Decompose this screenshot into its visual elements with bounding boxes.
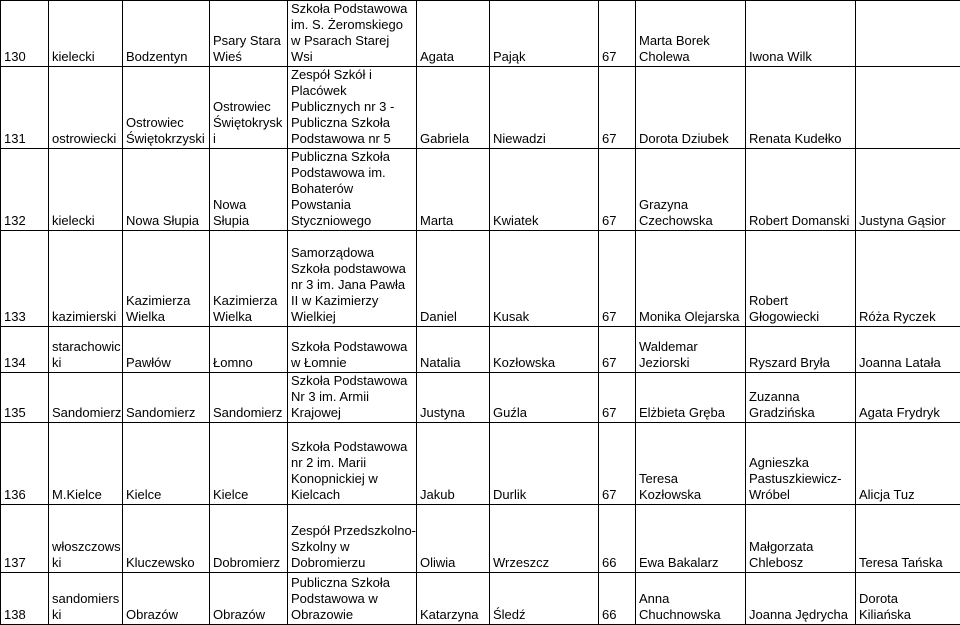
cell-teacher-3: Dorota Kiliańska	[856, 573, 960, 625]
cell-first-name: Jakub	[417, 423, 490, 505]
cell-last-name: Kozłowska	[490, 327, 599, 373]
cell-school: Szkoła Podstawowa w Łomnie	[288, 327, 417, 373]
cell-teacher-3: Róża Ryczek	[856, 231, 960, 327]
cell-teacher-1: Teresa Kozłowska	[636, 423, 746, 505]
cell-school: Szkoła Podstawowa Nr 3 im. Armii Krajowej	[288, 373, 417, 423]
cell-county: Sandomierz	[49, 373, 123, 423]
cell-teacher-3: Alicja Tuz	[856, 423, 960, 505]
cell-points: 67	[599, 327, 636, 373]
cell-teacher-1: Grazyna Czechowska	[636, 149, 746, 231]
cell-school: Zespół Przedszkolno- Szkolny w Dobromierzu	[288, 505, 417, 573]
cell-town: Kazimierza Wielka	[210, 231, 288, 327]
cell-teacher-3	[856, 1, 960, 67]
cell-teacher-3: Joanna Latała	[856, 327, 960, 373]
cell-county: sandomiers ki	[49, 573, 123, 625]
cell-commune: Pawłów	[123, 327, 210, 373]
cell-number: 136	[1, 423, 49, 505]
cell-teacher-2: Małgorzata Chlebosz	[746, 505, 856, 573]
cell-first-name: Oliwia	[417, 505, 490, 573]
cell-last-name: Kusak	[490, 231, 599, 327]
cell-teacher-2: Ryszard Bryła	[746, 327, 856, 373]
table-row	[1, 327, 960, 373]
table-row	[1, 67, 960, 149]
cell-points: 66	[599, 505, 636, 573]
cell-last-name: Kwiatek	[490, 149, 599, 231]
cell-teacher-2: Iwona Wilk	[746, 1, 856, 67]
cell-county: kielecki	[49, 1, 123, 67]
cell-teacher-1: Anna Chuchnowska	[636, 573, 746, 625]
cell-teacher-2: Robert Głogowiecki	[746, 231, 856, 327]
cell-teacher-3: Justyna Gąsior	[856, 149, 960, 231]
cell-number: 138	[1, 573, 49, 625]
table-row	[1, 231, 960, 327]
cell-points: 67	[599, 231, 636, 327]
cell-first-name: Katarzyna	[417, 573, 490, 625]
cell-points: 67	[599, 67, 636, 149]
cell-teacher-2: Joanna Jędrycha	[746, 573, 856, 625]
cell-number: 132	[1, 149, 49, 231]
cell-first-name: Marta	[417, 149, 490, 231]
cell-teacher-2: Robert Domanski	[746, 149, 856, 231]
table-row	[1, 373, 960, 423]
cell-teacher-1: Monika Olejarska	[636, 231, 746, 327]
cell-commune: Sandomierz	[123, 373, 210, 423]
cell-town: Sandomierz	[210, 373, 288, 423]
cell-teacher-2: Zuzanna Gradzińska	[746, 373, 856, 423]
cell-county: kazimierski	[49, 231, 123, 327]
table-row	[1, 573, 960, 625]
cell-points: 67	[599, 373, 636, 423]
cell-last-name: Durlik	[490, 423, 599, 505]
cell-county: włoszczows ki	[49, 505, 123, 573]
cell-points: 67	[599, 1, 636, 67]
cell-town: Nowa Słupia	[210, 149, 288, 231]
cell-last-name: Guźla	[490, 373, 599, 423]
cell-number: 131	[1, 67, 49, 149]
cell-last-name: Wrzeszcz	[490, 505, 599, 573]
cell-teacher-3	[856, 67, 960, 149]
cell-first-name: Justyna	[417, 373, 490, 423]
cell-school: Publiczna Szkoła Podstawowa im. Bohaterów Powstania Styczniowego	[288, 149, 417, 231]
table-row	[1, 505, 960, 573]
cell-county: M.Kielce	[49, 423, 123, 505]
cell-town: Ostrowiec Świętokrysk i	[210, 67, 288, 149]
cell-number: 134	[1, 327, 49, 373]
cell-teacher-2: Renata Kudełko	[746, 67, 856, 149]
cell-teacher-2: Agnieszka Pastuszkiewicz- Wróbel	[746, 423, 856, 505]
cell-school: Szkoła Podstawowa nr 2 im. Marii Konopnickiej w Kielcach	[288, 423, 417, 505]
cell-points: 66	[599, 573, 636, 625]
cell-number: 137	[1, 505, 49, 573]
cell-number: 133	[1, 231, 49, 327]
cell-points: 67	[599, 423, 636, 505]
cell-town: Łomno	[210, 327, 288, 373]
cell-teacher-3: Agata Frydryk	[856, 373, 960, 423]
cell-town: Dobromierz	[210, 505, 288, 573]
cell-last-name: Śledź	[490, 573, 599, 625]
cell-first-name: Daniel	[417, 231, 490, 327]
cell-first-name: Agata	[417, 1, 490, 67]
cell-school: Samorządowa Szkoła podstawowa nr 3 im. Jana Pawła II w Kazimierzy Wielkiej	[288, 231, 417, 327]
cell-points: 67	[599, 149, 636, 231]
cell-teacher-1: Marta Borek Cholewa	[636, 1, 746, 67]
cell-teacher-1: Waldemar Jeziorski	[636, 327, 746, 373]
table-row	[1, 1, 960, 67]
table-row	[1, 423, 960, 505]
cell-first-name: Gabriela	[417, 67, 490, 149]
cell-commune: Obrazów	[123, 573, 210, 625]
cell-school: Zespół Szkół i Placówek Publicznych nr 3 - Publiczna Szkoła Podstawowa nr 5	[288, 67, 417, 149]
cell-last-name: Pająk	[490, 1, 599, 67]
cell-number: 135	[1, 373, 49, 423]
cell-number: 130	[1, 1, 49, 67]
cell-commune: Nowa Słupia	[123, 149, 210, 231]
cell-county: kielecki	[49, 149, 123, 231]
cell-town: Kielce	[210, 423, 288, 505]
cell-county: starachowic ki	[49, 327, 123, 373]
cell-town: Obrazów	[210, 573, 288, 625]
cell-commune: Bodzentyn	[123, 1, 210, 67]
cell-teacher-1: Ewa Bakalarz	[636, 505, 746, 573]
cell-first-name: Natalia	[417, 327, 490, 373]
cell-school: Szkoła Podstawowa im. S. Żeromskiego w Psarach Starej Wsi	[288, 1, 417, 67]
cell-commune: Ostrowiec Świętokrzyski	[123, 67, 210, 149]
table-row	[1, 149, 960, 231]
cell-teacher-3: Teresa Tańska	[856, 505, 960, 573]
cell-teacher-1: Elżbieta Gręba	[636, 373, 746, 423]
cell-teacher-1: Dorota Dziubek	[636, 67, 746, 149]
cell-last-name: Niewadzi	[490, 67, 599, 149]
cell-commune: Kluczewsko	[123, 505, 210, 573]
cell-town: Psary Stara Wieś	[210, 1, 288, 67]
cell-commune: Kazimierza Wielka	[123, 231, 210, 327]
cell-county: ostrowiecki	[49, 67, 123, 149]
cell-commune: Kielce	[123, 423, 210, 505]
cell-school: Publiczna Szkoła Podstawowa w Obrazowie	[288, 573, 417, 625]
